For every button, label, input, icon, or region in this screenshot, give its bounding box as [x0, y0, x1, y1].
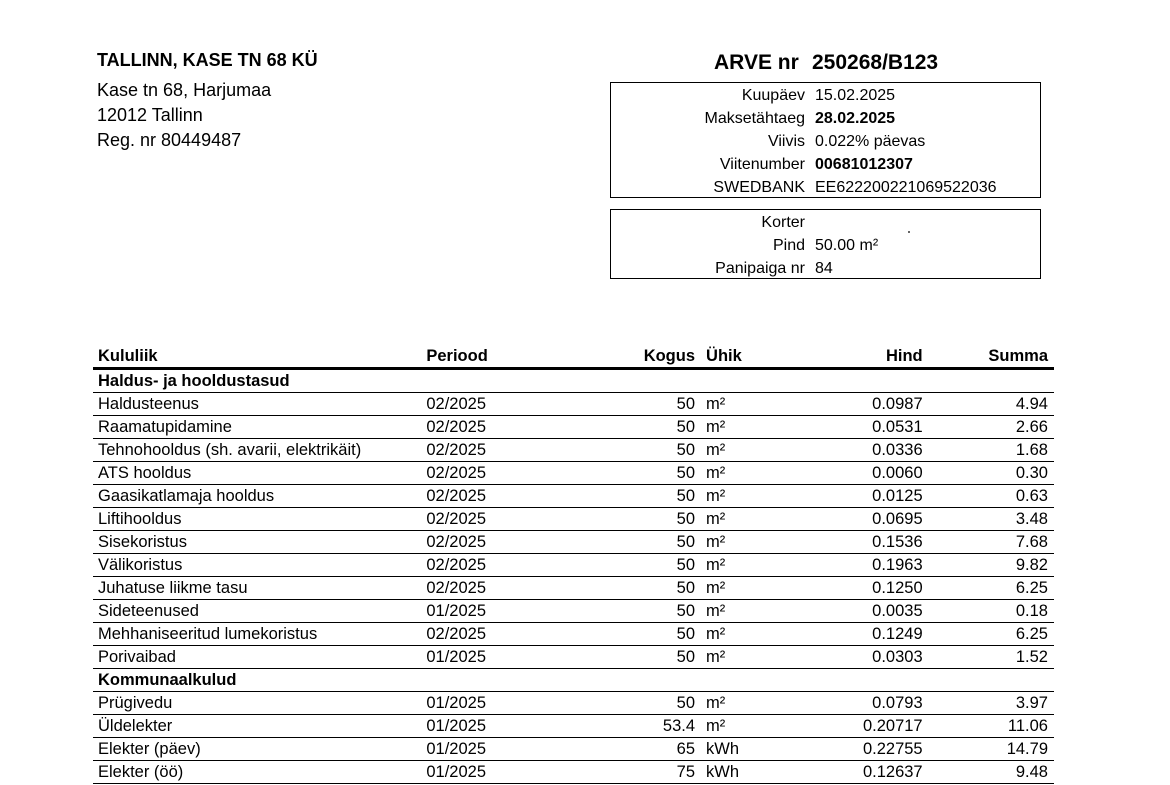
sum-cell: 6.25	[929, 623, 1054, 646]
apartment-row	[611, 257, 1042, 280]
table-row	[93, 508, 1054, 531]
sum-cell: 2.66	[929, 416, 1054, 439]
unit-cell: m²	[701, 416, 789, 439]
apartment-value: 84	[815, 260, 833, 277]
period-cell: 02/2025	[421, 508, 575, 531]
sum-cell: 0.30	[929, 462, 1054, 485]
table-row	[93, 416, 1054, 439]
unit-cell: kWh	[701, 761, 789, 784]
period-cell: 02/2025	[421, 554, 575, 577]
price-cell: 0.0060	[789, 462, 929, 485]
period-cell: 01/2025	[421, 646, 575, 669]
apartment-value: 50.00 m²	[815, 237, 879, 254]
header-unit: Ühik	[701, 345, 789, 369]
period-cell: 02/2025	[421, 531, 575, 554]
sum-cell: 1.68	[929, 439, 1054, 462]
apartment-row	[611, 211, 1042, 234]
price-cell: 0.0793	[789, 692, 929, 715]
cost-type-cell: Sideteenused	[93, 600, 421, 623]
cost-type-cell: ATS hooldus	[93, 462, 421, 485]
detail-value: EE622200221069522036	[815, 179, 997, 196]
table-row	[93, 715, 1054, 738]
table-row	[93, 692, 1054, 715]
unit-cell: m²	[701, 577, 789, 600]
period-cell: 02/2025	[421, 623, 575, 646]
quantity-cell: 50	[575, 508, 701, 531]
quantity-cell: 50	[575, 692, 701, 715]
header-quantity: Kogus	[575, 345, 701, 369]
table-row	[93, 646, 1054, 669]
cost-type-cell: Üldelekter	[93, 715, 421, 738]
unit-cell: m²	[701, 485, 789, 508]
price-cell: 0.0035	[789, 600, 929, 623]
invoice-title	[714, 51, 938, 75]
quantity-cell: 50	[575, 646, 701, 669]
price-cell: 0.1963	[789, 554, 929, 577]
sum-cell: 9.82	[929, 554, 1054, 577]
period-cell: 02/2025	[421, 393, 575, 416]
sum-cell: 0.18	[929, 600, 1054, 623]
price-cell: 0.1536	[789, 531, 929, 554]
table-row	[93, 738, 1054, 761]
header-price: Hind	[789, 345, 929, 369]
table-header-row	[93, 345, 1054, 369]
quantity-cell: 50	[575, 554, 701, 577]
sum-cell: 7.68	[929, 531, 1054, 554]
unit-cell: kWh	[701, 738, 789, 761]
sum-cell: 3.48	[929, 508, 1054, 531]
detail-value: 15.02.2025	[815, 87, 896, 104]
invoice-number: 250268/B123	[812, 51, 939, 74]
quantity-cell: 50	[575, 485, 701, 508]
company-reg-number: Reg. nr 80449487	[97, 130, 242, 150]
apartment-key: Korter	[761, 214, 805, 231]
charges-table	[93, 345, 1054, 784]
cost-type-cell: Elekter (öö)	[93, 761, 421, 784]
detail-key: Viitenumber	[719, 156, 805, 173]
table-row	[93, 577, 1054, 600]
apartment-key: Panipaiga nr	[715, 260, 805, 277]
period-cell: 01/2025	[421, 738, 575, 761]
unit-cell: m²	[701, 531, 789, 554]
detail-value: 00681012307	[815, 156, 913, 173]
table-row	[93, 761, 1054, 784]
price-cell: 0.1249	[789, 623, 929, 646]
sum-cell: 1.52	[929, 646, 1054, 669]
header-sum: Summa	[929, 345, 1054, 369]
period-cell: 01/2025	[421, 761, 575, 784]
table-row	[93, 623, 1054, 646]
price-cell: 0.0125	[789, 485, 929, 508]
cost-type-cell: Gaasikatlamaja hooldus	[93, 485, 421, 508]
cost-type-cell: Prügivedu	[93, 692, 421, 715]
period-cell: 02/2025	[421, 485, 575, 508]
company-name: TALLINN, KASE TN 68 KÜ	[97, 50, 318, 70]
apartment-row	[611, 234, 1042, 257]
sum-cell: 11.06	[929, 715, 1054, 738]
company-address-street: Kase tn 68, Harjumaa	[97, 80, 272, 100]
invoice-label: ARVE nr	[714, 51, 799, 74]
detail-row	[611, 84, 1042, 107]
price-cell: 0.0695	[789, 508, 929, 531]
quantity-cell: 50	[575, 531, 701, 554]
table-row	[93, 393, 1054, 416]
price-cell: 0.0987	[789, 393, 929, 416]
quantity-cell: 53.4	[575, 715, 701, 738]
price-cell: 0.1250	[789, 577, 929, 600]
cost-type-cell: Haldusteenus	[93, 393, 421, 416]
company-address-city: 12012 Tallinn	[97, 105, 203, 125]
sum-cell: 14.79	[929, 738, 1054, 761]
unit-cell: m²	[701, 462, 789, 485]
cost-type-cell: Raamatupidamine	[93, 416, 421, 439]
detail-key: Maksetähtaeg	[704, 110, 805, 127]
detail-value: 0.022% päevas	[815, 133, 926, 150]
detail-row	[611, 176, 1042, 199]
sum-cell: 0.63	[929, 485, 1054, 508]
table-row	[93, 600, 1054, 623]
period-cell: 02/2025	[421, 416, 575, 439]
price-cell: 0.12637	[789, 761, 929, 784]
sum-cell: 3.97	[929, 692, 1054, 715]
table-row	[93, 554, 1054, 577]
cost-type-cell: Porivaibad	[93, 646, 421, 669]
table-row	[93, 485, 1054, 508]
period-cell: 01/2025	[421, 600, 575, 623]
header-cost-type: Kululiik	[93, 345, 421, 369]
apartment-details-box	[610, 209, 1041, 279]
period-cell: 02/2025	[421, 577, 575, 600]
price-cell: 0.22755	[789, 738, 929, 761]
quantity-cell: 50	[575, 600, 701, 623]
detail-row	[611, 153, 1042, 176]
unit-cell: m²	[701, 439, 789, 462]
header-period: Periood	[421, 345, 575, 369]
cost-type-cell: Välikoristus	[93, 554, 421, 577]
detail-key: Kuupäev	[741, 87, 805, 104]
table-row	[93, 439, 1054, 462]
section-row	[93, 369, 1054, 393]
sum-cell: 6.25	[929, 577, 1054, 600]
quantity-cell: 50	[575, 577, 701, 600]
sum-cell: 9.48	[929, 761, 1054, 784]
price-cell: 0.20717	[789, 715, 929, 738]
cost-type-cell: Liftihooldus	[93, 508, 421, 531]
cost-type-cell: Mehhaniseeritud lumekoristus	[93, 623, 421, 646]
detail-key: SWEDBANK	[713, 179, 805, 196]
cost-type-cell: Elekter (päev)	[93, 738, 421, 761]
table-row	[93, 462, 1054, 485]
apartment-key: Pind	[772, 237, 805, 254]
section-title: Kommunaalkulud	[93, 669, 1054, 692]
period-cell: 01/2025	[421, 692, 575, 715]
quantity-cell: 75	[575, 761, 701, 784]
quantity-cell: 50	[575, 393, 701, 416]
cost-type-cell: Juhatuse liikme tasu	[93, 577, 421, 600]
stray-mark	[908, 231, 910, 233]
price-cell: 0.0303	[789, 646, 929, 669]
unit-cell: m²	[701, 715, 789, 738]
cost-type-cell: Sisekoristus	[93, 531, 421, 554]
quantity-cell: 50	[575, 416, 701, 439]
quantity-cell: 50	[575, 623, 701, 646]
quantity-cell: 50	[575, 462, 701, 485]
section-title: Haldus- ja hooldustasud	[93, 369, 1054, 393]
unit-cell: m²	[701, 508, 789, 531]
price-cell: 0.0531	[789, 416, 929, 439]
detail-row	[611, 107, 1042, 130]
unit-cell: m²	[701, 393, 789, 416]
quantity-cell: 65	[575, 738, 701, 761]
detail-value: 28.02.2025	[815, 110, 896, 127]
period-cell: 02/2025	[421, 439, 575, 462]
section-row	[93, 669, 1054, 692]
cost-type-cell: Tehnohooldus (sh. avarii, elektrikäit)	[93, 439, 421, 462]
unit-cell: m²	[701, 554, 789, 577]
unit-cell: m²	[701, 623, 789, 646]
unit-cell: m²	[701, 692, 789, 715]
price-cell: 0.0336	[789, 439, 929, 462]
unit-cell: m²	[701, 646, 789, 669]
quantity-cell: 50	[575, 439, 701, 462]
table-row	[93, 531, 1054, 554]
period-cell: 02/2025	[421, 462, 575, 485]
unit-cell: m²	[701, 600, 789, 623]
detail-row	[611, 130, 1042, 153]
invoice-details-box	[610, 82, 1041, 198]
detail-key: Viivis	[767, 133, 805, 150]
sum-cell: 4.94	[929, 393, 1054, 416]
period-cell: 01/2025	[421, 715, 575, 738]
